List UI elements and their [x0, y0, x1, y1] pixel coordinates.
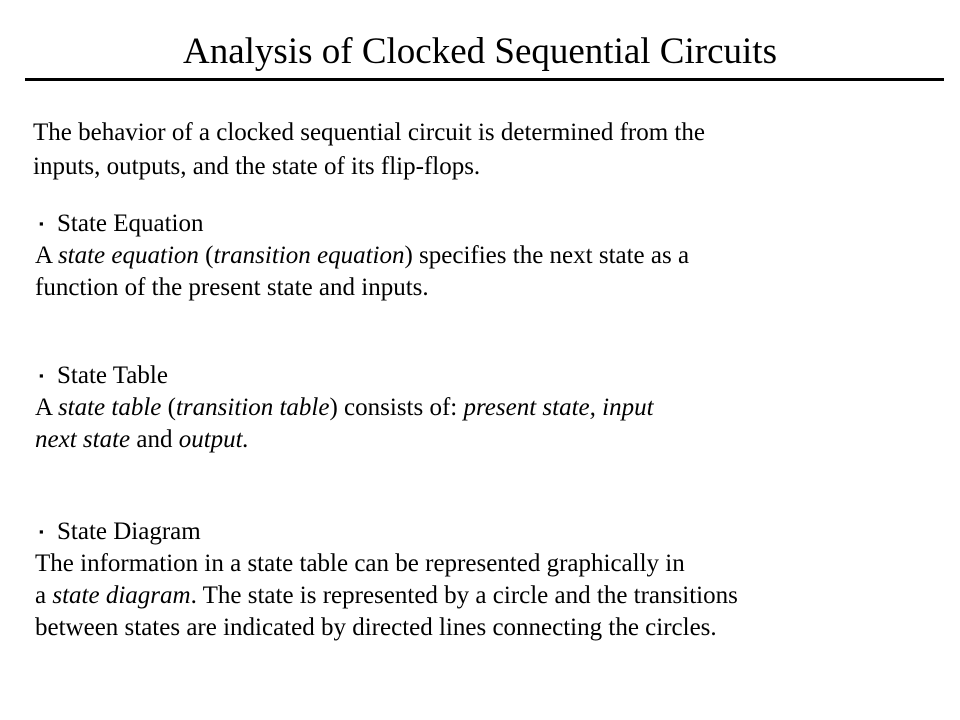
- text-run: . The state is represented by a circle and the transitions: [190, 582, 738, 609]
- heading-text: State Table: [57, 362, 168, 389]
- section-line-2: [35, 424, 945, 456]
- section-line-1: [35, 392, 945, 424]
- heading-text: State Equation: [57, 210, 204, 237]
- text-run: ) specifies the next state as a: [404, 242, 690, 269]
- text-run: (: [198, 242, 214, 269]
- slide-title: Analysis of Clocked Sequential Circuits: [183, 31, 777, 72]
- term-emphasis: output.: [178, 426, 249, 453]
- bullet-icon: ▪: [39, 368, 44, 383]
- section-heading: [35, 516, 945, 548]
- term-emphasis: present state, input: [463, 394, 654, 421]
- text-run: and: [130, 426, 179, 453]
- section-line-1: [35, 240, 945, 272]
- section-line-1: The information in a state table can be represented graphically in: [35, 550, 685, 577]
- heading-text: State Diagram: [57, 518, 201, 545]
- section-state-equation: [35, 208, 945, 304]
- bullet-icon: ▪: [39, 524, 44, 539]
- intro-line-1: The behavior of a clocked sequential circuit is determined from the: [33, 119, 705, 146]
- term-emphasis: transition equation: [213, 242, 405, 269]
- term-emphasis: next state: [35, 426, 131, 453]
- text-run: (: [161, 394, 176, 421]
- section-state-diagram: [35, 516, 945, 644]
- section-line-3: between states are indicated by directed lines connecting the circles.: [35, 614, 717, 641]
- intro-paragraph: [33, 116, 933, 184]
- intro-line-2: inputs, outputs, and the state of its flip-flops.: [33, 153, 481, 180]
- term-emphasis: state equation: [57, 242, 199, 269]
- section-heading: [35, 208, 945, 240]
- text-run: ) consists of:: [329, 394, 464, 421]
- text-run: A: [35, 394, 58, 421]
- term-emphasis: state table: [57, 394, 162, 421]
- section-line-2: [35, 580, 945, 612]
- title-underline: [25, 78, 944, 81]
- section-heading: [35, 360, 945, 392]
- term-emphasis: transition table: [175, 394, 330, 421]
- bullet-icon: ▪: [39, 216, 44, 231]
- section-line-2: function of the present state and inputs.: [35, 274, 429, 301]
- text-run: A: [35, 242, 58, 269]
- text-run: a: [35, 582, 53, 609]
- section-state-table: [35, 360, 945, 456]
- term-emphasis: state diagram: [52, 582, 191, 609]
